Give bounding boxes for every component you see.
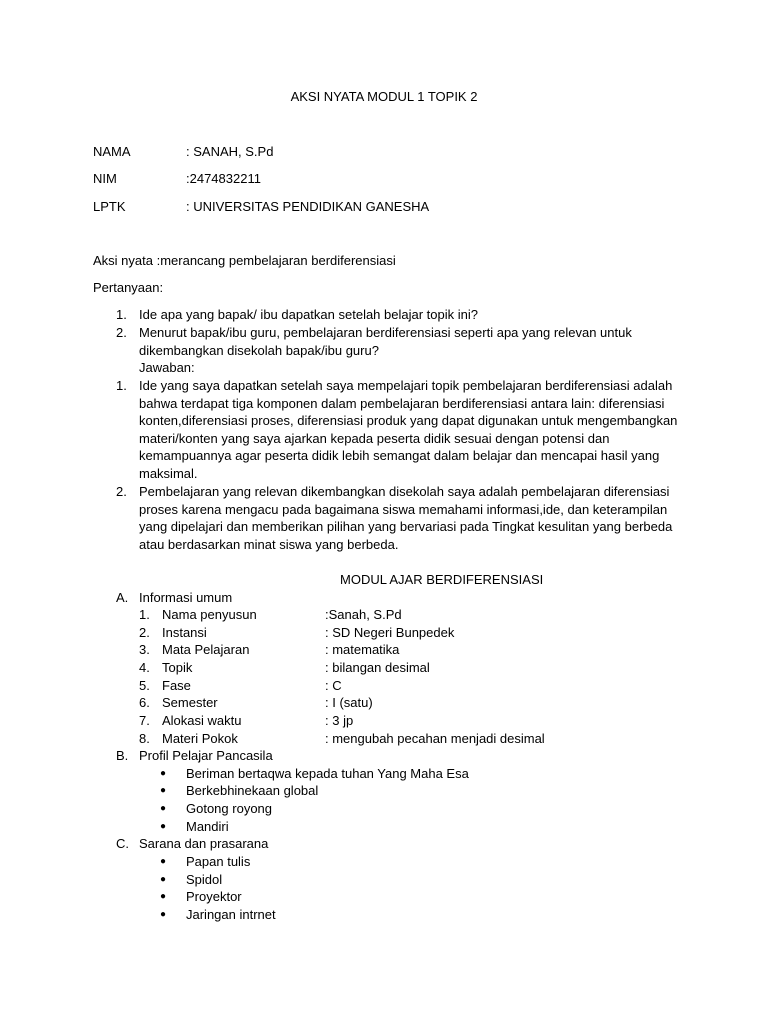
pertanyaan-label: Pertanyaan: — [93, 280, 164, 295]
bullet-icon: ● — [160, 909, 167, 920]
info-number: 1. — [139, 607, 150, 622]
info-label: Instansi — [162, 625, 207, 640]
aksi-nyata-line: Aksi nyata :merancang pembelajaran berdiferensiasi — [93, 253, 396, 268]
section-letter: A. — [116, 590, 129, 605]
section-title: Informasi umum — [139, 590, 233, 605]
info-number: 3. — [139, 642, 150, 657]
info-label: Semester — [162, 695, 218, 710]
list-item: Spidol — [186, 872, 223, 887]
info-label: Nama penyusun — [162, 607, 257, 622]
info-value: : bilangan desimal — [325, 660, 430, 675]
question-text: Ide apa yang bapak/ ibu dapatkan setelah belajar topik ini? — [139, 307, 478, 322]
jawaban-label: Jawaban: — [139, 360, 195, 375]
info-number: 6. — [139, 695, 150, 710]
info-number: 4. — [139, 660, 150, 675]
info-value: : 3 jp — [325, 713, 354, 728]
info-label: Topik — [162, 660, 193, 675]
bullet-icon: ● — [160, 874, 167, 885]
answer-number: 1. — [116, 378, 127, 393]
answer-text: Pembelajaran yang relevan dikembangkan disekolah saya adalah pembelajaran diferensiasi proses karena mengacu pada bagaimana siswa memahami informasi,ide, dan keterampilan yang dipelajari dan memberikan pilihan yang bervariasi pada Tingkat kesulitan yang berbeda atau berdasarkan minat siswa yang berbeda. — [139, 484, 673, 552]
bullet-icon: ● — [160, 821, 167, 832]
info-label: Alokasi waktu — [162, 713, 242, 728]
identity-label-nama: NAMA — [93, 144, 131, 159]
info-value: : SD Negeri Bunpedek — [325, 625, 455, 640]
list-item: Mandiri — [186, 819, 229, 834]
bullet-icon: ● — [160, 785, 167, 796]
identity-value-lptk: : UNIVERSITAS PENDIDIKAN GANESHA — [186, 199, 430, 214]
list-item: Berkebhinekaan global — [186, 783, 319, 798]
info-value: :Sanah, S.Pd — [325, 607, 402, 622]
section-title: Sarana dan prasarana — [139, 836, 269, 851]
list-item: Jaringan intrnet — [186, 907, 276, 922]
info-number: 7. — [139, 713, 150, 728]
list-item: Gotong royong — [186, 801, 273, 816]
identity-value-nama: : SANAH, S.Pd — [186, 144, 274, 159]
bullet-icon: ● — [160, 856, 167, 867]
answer-text: Ide yang saya dapatkan setelah saya mempelajari topik pembelajaran berdiferensiasi adalah bahwa terdapat tiga komponen dalam pembelajaran berdiferensiasi antara lain: diferensiasi konten,diferensiasi proses, diferensiasi produk yang dapat digunakan untuk mengembangkan materi/konten yang saya ajarkan kepada peserta didik sesuai dengan potensi dan kemampuannya agar peserta didik lebih semangat dalam belajar dan mencapai hasil yang maksimal. — [139, 378, 678, 481]
info-label: Mata Pelajaran — [162, 642, 250, 657]
info-value: : matematika — [325, 642, 400, 657]
section-title: Profil Pelajar Pancasila — [139, 748, 273, 763]
modul-title: MODUL AJAR BERDIFERENSIASI — [340, 572, 544, 587]
info-value: : mengubah pecahan menjadi desimal — [325, 731, 545, 746]
info-number: 2. — [139, 625, 150, 640]
identity-label-lptk: LPTK — [93, 199, 126, 214]
info-value: : C — [325, 678, 342, 693]
answer-number: 2. — [116, 484, 127, 499]
question-number: 1. — [116, 307, 127, 322]
info-value: : I (satu) — [325, 695, 373, 710]
info-number: 5. — [139, 678, 150, 693]
question-number: 2. — [116, 325, 127, 340]
info-label: Materi Pokok — [162, 731, 238, 746]
document-title: AKSI NYATA MODUL 1 TOPIK 2 — [290, 89, 478, 104]
info-label: Fase — [162, 678, 191, 693]
list-item: Beriman bertaqwa kepada tuhan Yang Maha Esa — [186, 766, 469, 781]
section-letter: C. — [116, 836, 129, 851]
bullet-icon: ● — [160, 803, 167, 814]
identity-label-nim: NIM — [93, 171, 117, 186]
info-number: 8. — [139, 731, 150, 746]
list-item: Proyektor — [186, 889, 242, 904]
list-item: Papan tulis — [186, 854, 251, 869]
bullet-icon: ● — [160, 768, 167, 779]
question-text: Menurut bapak/ibu guru, pembelajaran berdiferensiasi seperti apa yang relevan untuk dikembangkan disekolah bapak/ibu guru? — [139, 325, 632, 358]
identity-value-nim: :2474832211 — [186, 171, 261, 186]
bullet-icon: ● — [160, 891, 167, 902]
section-letter: B. — [116, 748, 129, 763]
